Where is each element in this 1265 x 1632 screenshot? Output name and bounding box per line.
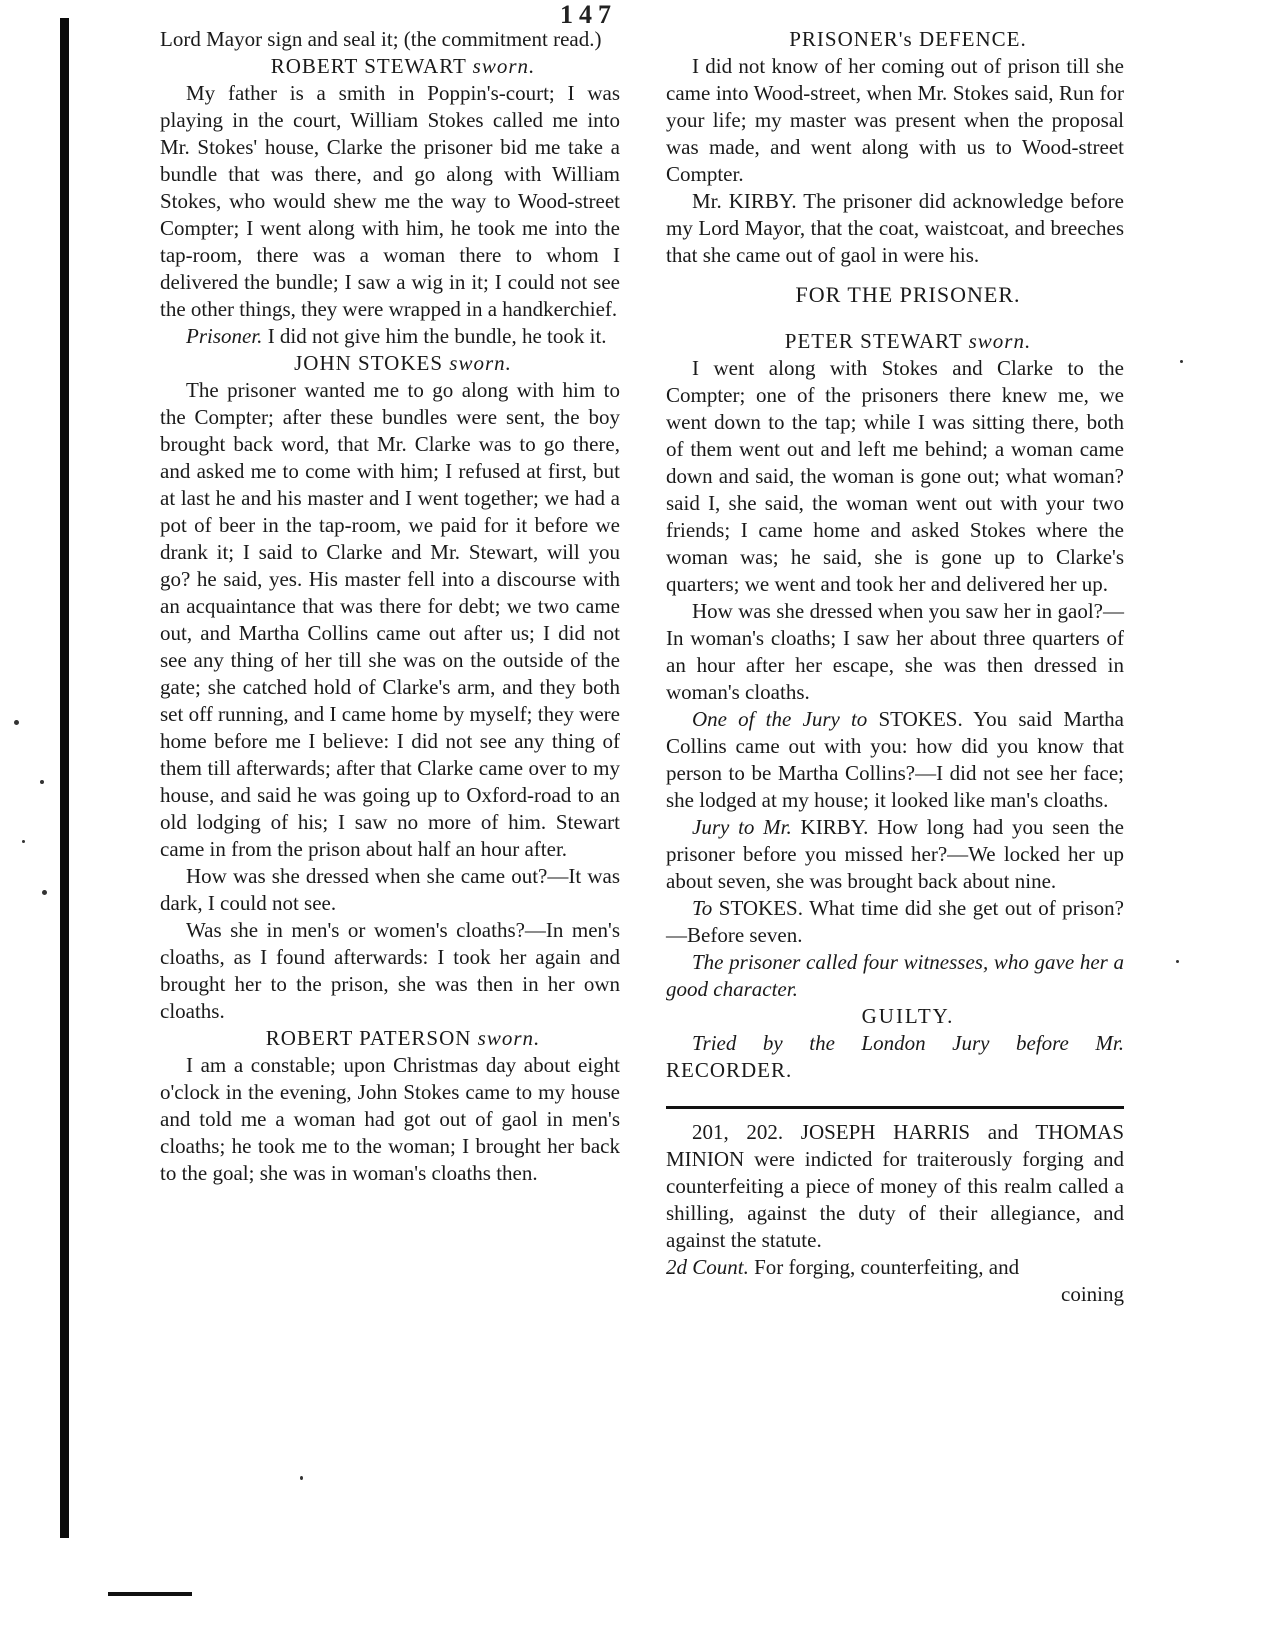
witness-heading bbox=[666, 328, 1124, 355]
witness-heading bbox=[160, 1025, 620, 1052]
scan-speck bbox=[40, 780, 44, 784]
verdict: GUILTY. bbox=[861, 1004, 955, 1028]
scan-speck bbox=[1180, 360, 1183, 363]
witness-heading bbox=[160, 53, 620, 80]
scan-mark bbox=[108, 1592, 192, 1596]
catchword: coining bbox=[1061, 1282, 1124, 1306]
scan-speck bbox=[300, 1476, 303, 1480]
witness-name: JOHN STOKES bbox=[294, 351, 444, 375]
next-case-paragraph: 201, 202. JOSEPH HARRIS and THOMAS MINION were indicted for traiterously forging and counterfeiting a piece of money of this realm called a shilling, against the duty of their allegiance, and against the statute. bbox=[666, 1120, 1124, 1252]
judge-name: RECORDER. bbox=[666, 1058, 793, 1082]
testimony-paragraph: How was she dressed when she came out?—It was dark, I could not see. bbox=[160, 864, 620, 915]
section-heading: FOR THE PRISONER. bbox=[795, 282, 1021, 307]
right-column bbox=[666, 26, 1124, 1308]
tried-by-line bbox=[666, 1030, 1124, 1084]
sworn-label: sworn. bbox=[472, 54, 536, 78]
witnesses-note: The prisoner called four witnesses, who gave her a good character. bbox=[666, 950, 1124, 1001]
jury-question bbox=[666, 814, 1124, 895]
sworn-label: sworn. bbox=[968, 329, 1032, 353]
witness-name: PETER STEWART bbox=[784, 329, 963, 353]
defence-paragraph: I did not know of her coming out of prison till she came into Wood-street, when Mr. Stokes said, Run for your life; my master was present when the proposal was made, and went along with us to Wood-street Compter. bbox=[666, 54, 1124, 186]
tried-by-text: Tried by the London Jury before Mr. bbox=[692, 1031, 1124, 1055]
question-text: You said Martha Collins came out with you: how did you know that person to be Martha Collins?—I did not see her face; she lodged at my house; it looked like man's cloaths. bbox=[666, 707, 1124, 812]
question-text: How long had you seen the prisoner before you missed her?—We locked her up about seven, she was brought back about nine. bbox=[666, 815, 1124, 893]
count-text: For forging, counterfeiting, and bbox=[754, 1255, 1020, 1279]
speaker-label: To bbox=[692, 896, 713, 920]
left-column bbox=[160, 26, 620, 1187]
prisoner-statement bbox=[160, 323, 620, 350]
speaker-label: Jury to Mr. bbox=[692, 815, 792, 839]
testimony-paragraph: The prisoner wanted me to go along with him to the Compter; after these bundles were sent, the boy brought back word, that Mr. Clarke was to go there, and asked me to come with him; I refused at first, but at last he and his master and I went together; we had a pot of beer in the tap-room, we paid for it before we drank it; I said to Clarke and Mr. Stewart, will you go? he said, yes. His master fell into a discourse with an acquaintance that was there for debt; we two came out, and Martha Collins came out after us; I did not see any thing of her till she was on the outside of the gate; she catched hold of Clarke's arm, and they both set off running, and I came home by myself; they were home before me I believe: I did not see any thing of them till afterwards; after that Clarke came over to my house, and said he was going up to Oxford-road to an old lodging of his; I saw no more of him. Stewart came in from the prison about half an hour after. bbox=[160, 378, 620, 861]
jury-question bbox=[666, 895, 1124, 949]
sworn-label: sworn. bbox=[449, 351, 512, 375]
witness-name: ROBERT STEWART bbox=[270, 54, 467, 78]
binding-edge bbox=[60, 18, 69, 1538]
count-label: 2d Count. bbox=[666, 1255, 749, 1279]
speaker-label: Prisoner. bbox=[186, 324, 263, 348]
scan-speck bbox=[42, 890, 47, 895]
testimony-paragraph: I went along with Stokes and Clarke to the Compter; one of the prisoners there knew me, we went down to the tap; while I was sitting there, both of them went out and left me behind; a woman came down and said, the woman is gone out; what woman? said I, she said, the woman went out with your two friends; I came home and asked Stokes where the woman was; he said, she is gone up to Clarke's quarters; we went and took her and delivered her up. bbox=[666, 356, 1124, 596]
addressee: KIRBY. bbox=[800, 815, 869, 839]
sworn-label: sworn. bbox=[477, 1026, 541, 1050]
speaker-label: One of the Jury to bbox=[692, 707, 868, 731]
scan-speck bbox=[14, 720, 19, 725]
testimony-paragraph: How was she dressed when you saw her in gaol?—In woman's cloaths; I saw her about three quarters of an hour after her escape, she was then dressed in woman's cloaths. bbox=[666, 599, 1124, 704]
witness-heading bbox=[160, 350, 620, 377]
witness-name: ROBERT PATERSON bbox=[265, 1026, 472, 1050]
testimony-paragraph: My father is a smith in Poppin's-court; I was playing in the court, William Stokes called me into Mr. Stokes' house, Clarke the prisoner bid me take a bundle that was there, and go along with William Stokes, who would shew me the way to Wood-street Compter; I went along with him, he took me into the tap-room, there was a woman there to whom I delivered the bundle; I saw a wig in it; I could not see the other things, they were wrapped in a handkerchief. bbox=[160, 81, 620, 321]
page-number: 147 bbox=[560, 0, 617, 29]
jury-question bbox=[666, 706, 1124, 814]
statement-text: I did not give him the bundle, he took it. bbox=[267, 324, 607, 348]
question-text: What time did she get out of prison?—Before seven. bbox=[666, 896, 1125, 947]
scan-speck bbox=[22, 840, 25, 843]
commitment-line: Lord Mayor sign and seal it; (the commitment read.) bbox=[160, 27, 602, 51]
testimony-paragraph: Mr. KIRBY. The prisoner did acknowledge before my Lord Mayor, that the coat, waistcoat, and breeches that she came out of gaol in were his. bbox=[666, 189, 1124, 267]
testimony-paragraph: Was she in men's or women's cloaths?—In men's cloaths, as I found afterwards: I took her again and brought her to the prison, she was then in her own cloaths. bbox=[160, 918, 620, 1023]
testimony-paragraph: I am a constable; upon Christmas day about eight o'clock in the evening, John Stokes came to my house and told me a woman had got out of gaol in men's cloaths; he took me to the woman; I brought her back to the goal; she was in woman's cloaths then. bbox=[160, 1053, 620, 1185]
case-divider bbox=[666, 1106, 1124, 1109]
scan-speck bbox=[1176, 960, 1179, 963]
count-paragraph bbox=[666, 1254, 1124, 1281]
addressee: STOKES. bbox=[718, 896, 803, 920]
section-heading: PRISONER's DEFENCE. bbox=[789, 27, 1027, 51]
addressee: STOKES. bbox=[878, 707, 963, 731]
